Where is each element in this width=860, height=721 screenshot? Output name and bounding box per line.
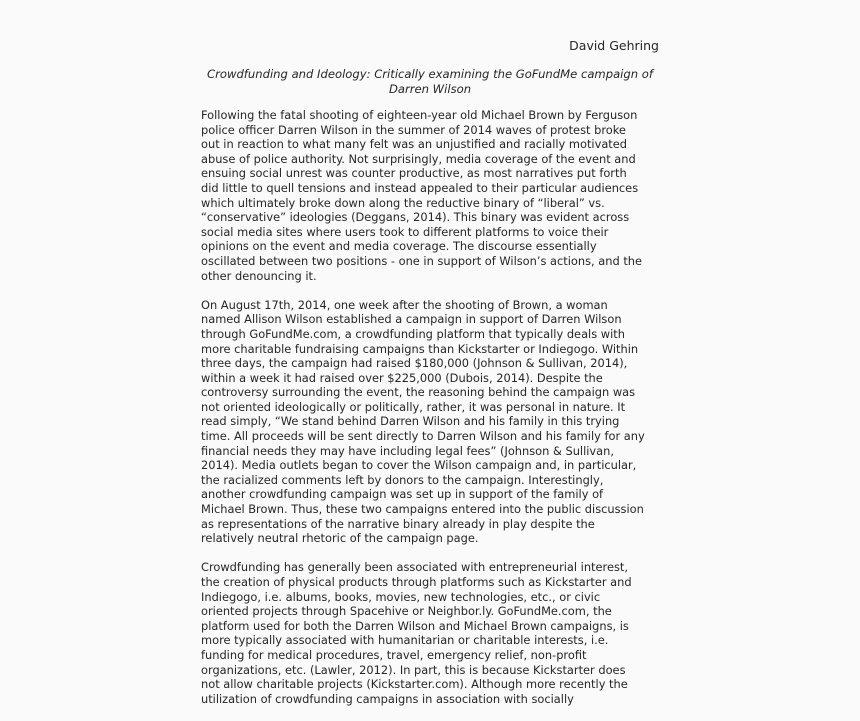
paragraph-line: not oriented ideologically or politically, rather, it was personal in nature. It	[201, 399, 626, 414]
paragraph-line: other denouncing it.	[201, 268, 317, 283]
paragraph-line: relatively neutral rhetoric of the campaign page.	[201, 531, 479, 546]
paragraph-line: financial needs they may have including legal fees” (Johnson & Sullivan,	[201, 443, 614, 458]
paragraph-line: the racialized comments left by donors to the campaign. Interestingly,	[201, 472, 604, 487]
author-name: David Gehring	[569, 38, 659, 53]
paragraph-line: 2014). Media outlets began to cover the Wilson campaign and, in particular,	[201, 458, 637, 473]
paragraph-1	[201, 108, 671, 283]
paragraph-line: did little to quell tensions and instead appealed to their particular audiences	[201, 180, 639, 195]
title-line: Crowdfunding and Ideology: Critically examining the GoFundMe campaign of	[207, 67, 653, 81]
paragraph-line: funding for medical procedures, travel, emergency relief, non-profit	[201, 647, 587, 662]
paragraph-line: time. All proceeds will be sent directly to Darren Wilson and his family for any	[201, 429, 645, 444]
paragraph-line: Crowdfunding has generally been associated with entrepreneurial interest,	[201, 560, 628, 575]
paragraph-line: another crowdfunding campaign was set up in support of the family of	[201, 487, 604, 502]
paragraph-line: within a week it had raised over $225,000 (Dubois, 2014). Despite the	[201, 370, 603, 385]
paragraph-line: more typically associated with humanitarian or charitable interests, i.e.	[201, 633, 609, 648]
document-title	[190, 67, 670, 97]
paragraph-line: ensuing social unrest was counter productive, as most narratives put forth	[201, 166, 627, 181]
paragraph-line: “conservative” ideologies (Deggans, 2014). This binary was evident across	[201, 210, 630, 225]
paragraph-line: which ultimately broke down along the reductive binary of “liberal” vs.	[201, 195, 605, 210]
paragraph-line: the creation of physical products through platforms such as Kickstarter and	[201, 575, 632, 589]
paragraph-line: police officer Darren Wilson in the summer of 2014 waves of protest broke	[201, 122, 626, 137]
paragraph-line: three days, the campaign had raised $180,000 (Johnson & Sullivan, 2014),	[201, 356, 628, 371]
paragraph-line: as representations of the narrative binary already in play despite the	[201, 516, 595, 531]
title-line: Darren Wilson	[388, 82, 472, 96]
paragraph-line: opinions on the event and media coverage. The discourse essentially	[201, 239, 597, 254]
paragraph-line: more charitable fundraising campaigns than Kickstarter or Indiegogo. Within	[201, 341, 639, 356]
paragraph-line: Indiegogo, i.e. albums, books, movies, new technologies, etc., or civic	[201, 589, 601, 604]
paragraph-line: abuse of police authority. Not surprisingly, media coverage of the event and	[201, 151, 636, 166]
document-body	[201, 108, 671, 721]
paragraph-line: oriented projects through Spacehive or Neighbor.ly. GoFundMe.com, the	[201, 604, 612, 619]
paragraph-2	[201, 298, 671, 546]
paragraph-line: On August 17th, 2014, one week after the shooting of Brown, a woman	[201, 297, 608, 312]
paragraph-line: Michael Brown. Thus, these two campaigns entered into the public discussion	[201, 502, 644, 517]
paragraph-line: controversy surrounding the event, the reasoning behind the campaign was	[201, 385, 636, 400]
paragraph-line: platform used for both the Darren Wilson and Michael Brown campaigns, is	[201, 618, 629, 633]
paragraph-3	[201, 560, 671, 706]
paragraph-line: organizations, etc. (Lawler, 2012). In part, this is because Kickstarter does	[201, 662, 626, 677]
paragraph-line: Following the fatal shooting of eighteen-year old Michael Brown by Ferguson	[201, 108, 638, 122]
paragraph-line: through GoFundMe.com, a crowdfunding platform that typically deals with	[201, 326, 625, 341]
paragraph-line: not allow charitable projects (Kickstarter.com). Although more recently the	[201, 677, 628, 692]
paragraph-line: utilization of crowdfunding campaigns in association with socially	[201, 691, 574, 706]
paragraph-line: oscillated between two positions - one in support of Wilson’s actions, and the	[201, 253, 643, 268]
paragraph-line: social media sites where users took to different platforms to voice their	[201, 224, 609, 239]
paragraph-line: named Allison Wilson established a campaign in support of Darren Wilson	[201, 312, 622, 327]
paragraph-line: read simply, “We stand behind Darren Wilson and his family in this trying	[201, 414, 620, 429]
paragraph-line: out in reaction to what many felt was an unjustified and racially motivated	[201, 137, 628, 152]
